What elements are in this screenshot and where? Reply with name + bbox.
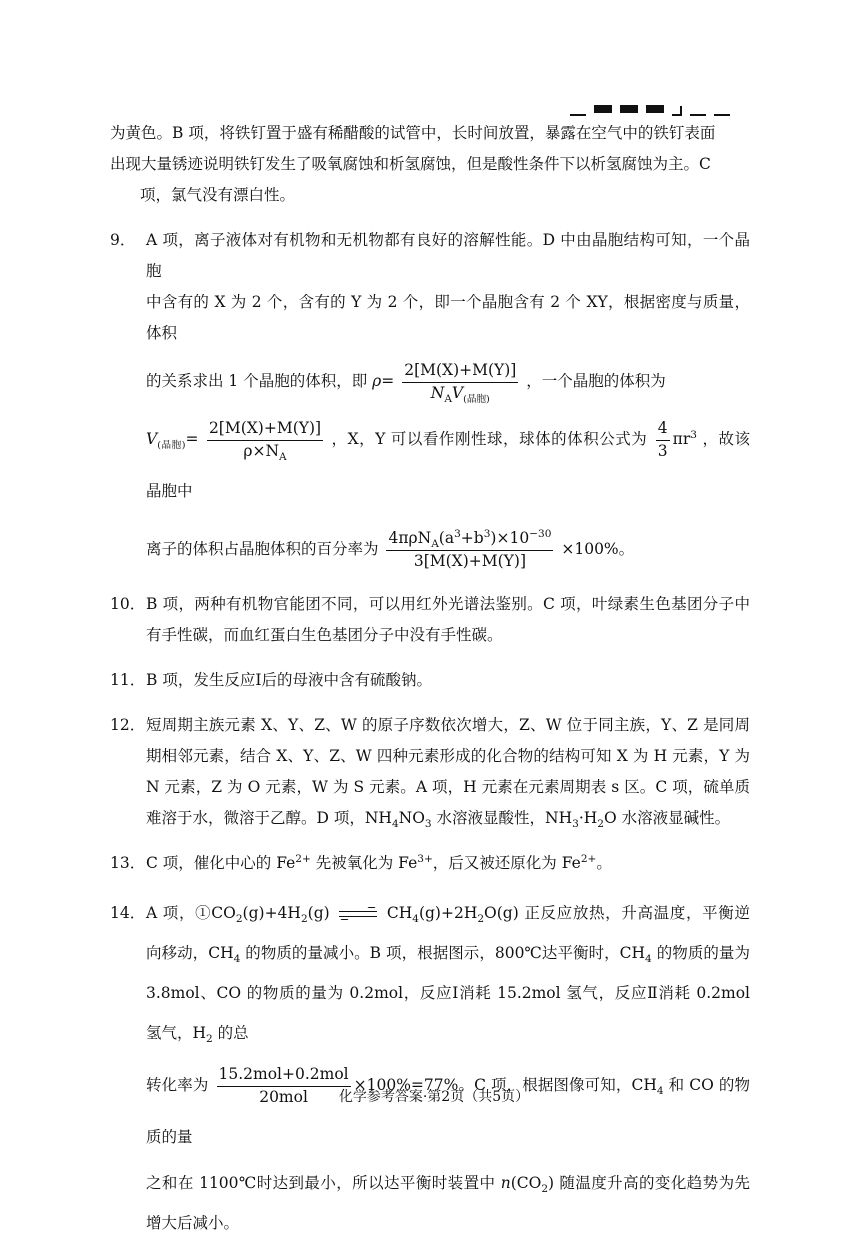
volume-fraction: $\frac{2[M(X)+M(Y)]}{\rho\times N_A}$ [208,418,322,463]
item-number: 14． [110,904,146,922]
conversion-fraction: $\frac{\text{15.2mol+0.2mol}}{\text{20mol}}$ [218,1064,349,1106]
header-corner [672,106,682,116]
answer-item-10: 10． B 项，两种有机物官能团不同，可以用红外光谱法鉴别。C 项，叶绿素生色基团分子中有手性碳，而血红蛋白生色基团分子中没有手性碳。 [110,589,750,651]
text-line: A 项，离子液体对有机物和无机物都有良好的溶解性能。D 中由晶胞结构可知，一个晶胞 [146,231,750,280]
item-number: 9． [110,231,136,249]
answer-content [110,118,750,1243]
header-block [646,105,664,113]
text-line: 之和在 1100℃时达到最小，所以达平衡时装置中 $n(CO_2)$ 随温度升高的变化趋势为先增大后减小。 [146,1174,750,1232]
item-number: 11． [110,671,146,689]
sphere-fraction: $\frac{4}{3}$ [657,418,668,460]
item-number: 10． [110,595,146,613]
item-number: 13． [110,854,146,872]
text-line: 出现大量锈迹说明铁钉发生了吸氧腐蚀和析氢腐蚀，但是酸性条件下以析氢腐蚀为主。C [110,155,711,173]
formula-line: 的关系求出 1 个晶胞的体积，即 ρ= $\frac{2[M(X)+M(Y)]}{N_AV_{(晶胞)}}$ ，一个晶胞的体积为 [146,360,666,405]
page-footer: 化学参考答案·第2页（共5页） [338,1089,530,1105]
text-line: 中含有的 X 为 2 个，含有的 Y 为 2 个，即一个晶胞含有 2 个 XY，根据密度与质量，体积 [146,293,750,342]
text-line: 为黄色。B 项，将铁钉置于盛有稀醋酸的试管中，长时间放置，暴露在空气中的铁钉表面 [110,124,716,142]
answer-item-11: 11． B 项，发生反应Ⅰ后的母液中含有硫酸钠。 [110,665,750,696]
formula-line: 转化率为 $\frac{\text{15.2mol+0.2mol}}{\text{20mol}}$ ×100%=77%。C 项，根据图像可知，$CH_4$ 和 CO 的物质的量 [146,1064,750,1146]
formula-line: 离子的体积占晶胞体积的百分率为 $\frac{4\pi\rho N_A(a^3+b^3)\times 10^{-30}}{3[M(X)+M(Y)]}$ ×100%。 [146,527,635,570]
header-decoration [570,100,750,116]
item-number: 12． [110,716,146,734]
formula-line: $V_{(晶胞)}=$ $\frac{2[M(X)+M(Y)]}{\rho\times N_A}$ ，X，Y 可以看作刚性球，球体的体积公式为 $\frac{4}{3}$ $\pi r^3$ ，故该晶胞中 [146,418,750,500]
header-block [620,105,638,113]
header-block [594,105,612,113]
header-dash [714,114,730,116]
answer-item-9 [110,225,750,575]
answer-item-14: 14． A 项，$①CO_2(g)+4H_2(g)$ $CH_4(g)+2H_2O(g)$ 正反应放热，升高温度，平衡逆向移动，$CH_4$ 的物质的量减小。B 项，根据图示，800℃达平衡时，$CH_4$ 的物质的量为 3.8mol、CO 的物质的量为 0.2mol，反应Ⅰ消耗 15.2mol 氢气，反应Ⅱ消耗 0.2mol 氢气，$H_2$ 的总 转化率为 $\frac{\text{15.2mol+0.2mol}}{\text{20mol}}$ ×100%=77%。C 项，根据图像可知，$CH_4$ 和 CO 的物质的量 之和在 1100℃时达到最小，所以达平衡时装置中 $n(CO_2)$ 随温度升高的变化趋势为先增大后减小。 [110,893,750,1243]
answer-item-12: 12． 短周期主族元素 X、Y、Z、W 的原子序数依次增大，Z、W 位于同主族，Y、Z 是同周期相邻元素，结合 X、Y、Z、W 四种元素形成的化合物的结构可知 X 为 H 元素，Y 为 N 元素，Z 为 O 元素，W 为 S 元素。A 项，H 元素在元素周期表 s 区。C 项，硫单质难溶于水，微溶于乙醇。D 项，$NH_4NO_3$ 水溶液显酸性，$NH_3\cdot H_2O$ 水溶液显碱性。 [110,710,750,834]
answer-item-13: 13． C 项，催化中心的 $Fe^{2+}$ 先被氧化为 $Fe^{3+}$，后又被还原化为 $Fe^{2+}$。 [110,848,750,879]
text-line: 项，氯气没有漂白性。 [140,186,296,204]
continued-answer [110,118,750,211]
header-dash [690,114,706,116]
density-fraction: $\frac{2[M(X)+M(Y)]}{N_AV_{(晶胞)}}$ [404,360,517,405]
header-dash [570,114,586,116]
equilibrium-arrow-icon [339,909,377,919]
percentage-fraction: $\frac{4\pi\rho N_A(a^3+b^3)\times 10^{-30}}{3[M(X)+M(Y)]}$ [388,527,552,570]
